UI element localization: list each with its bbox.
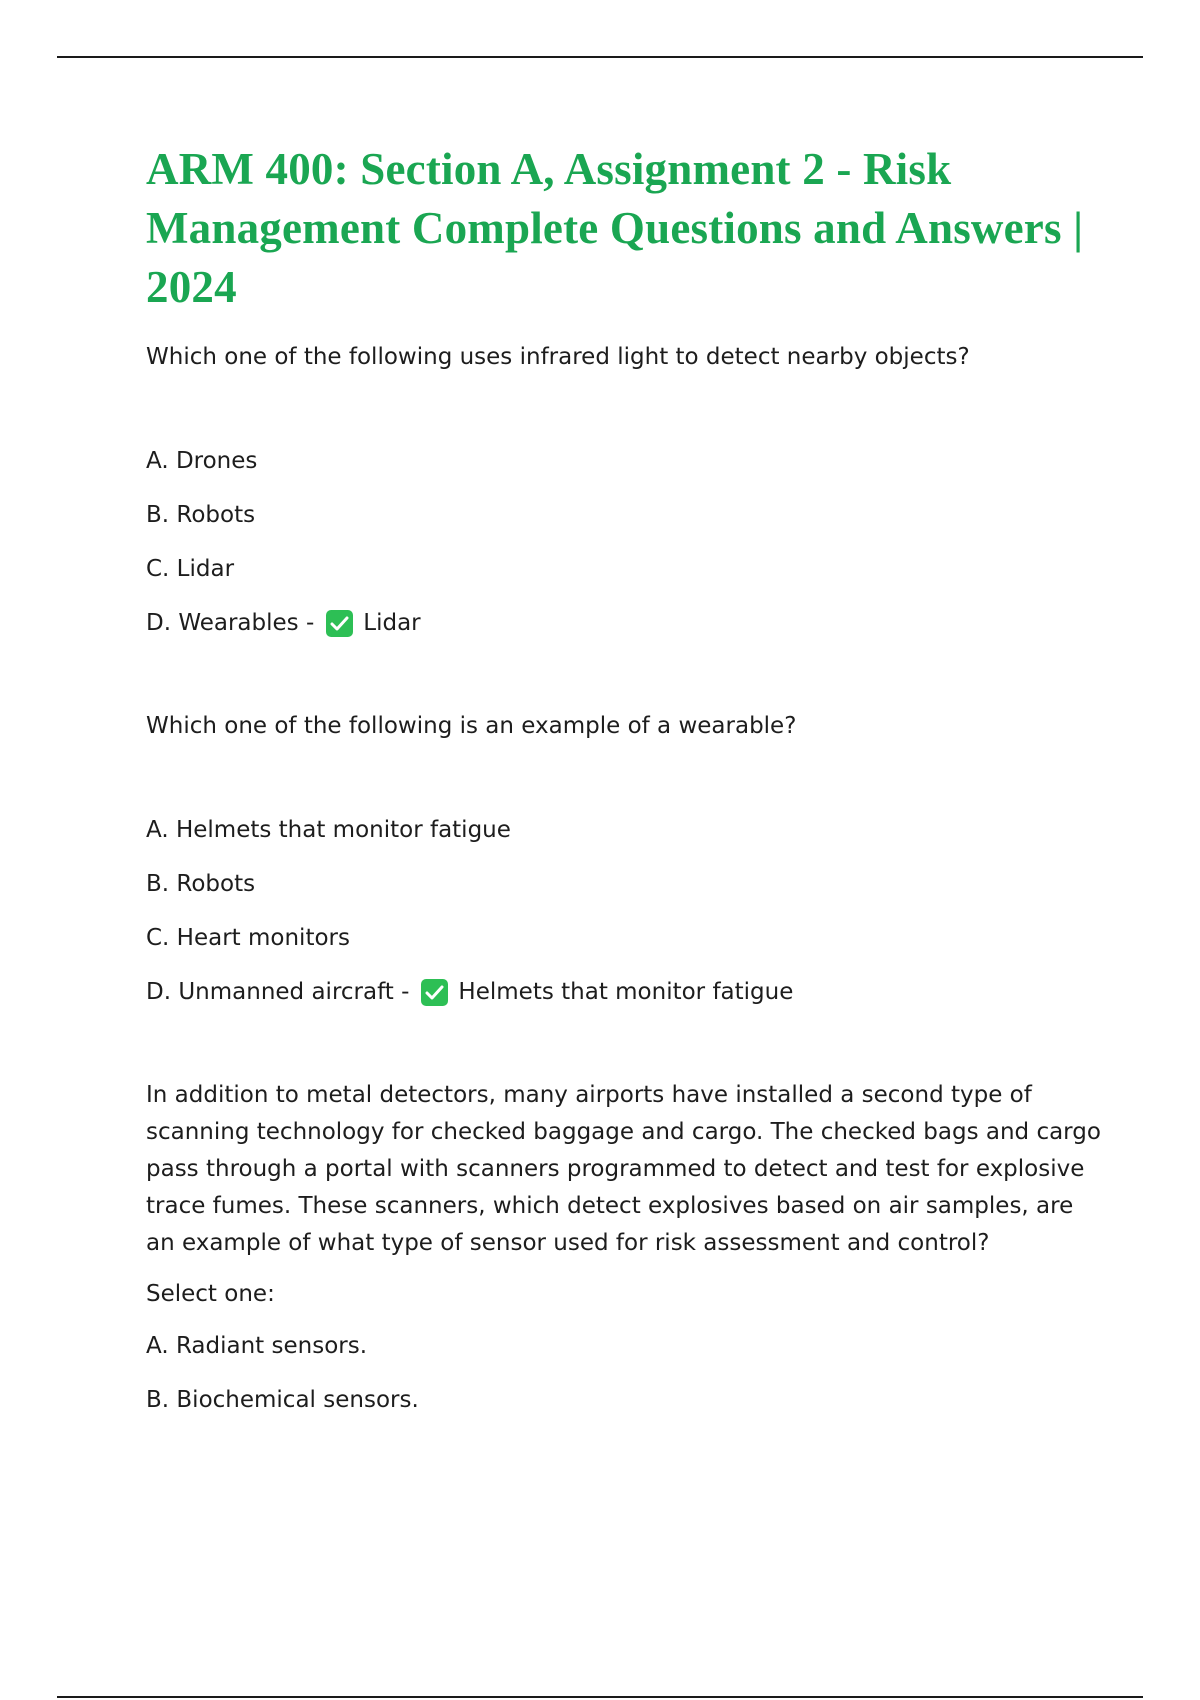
document-title: ARM 400: Section A, Assignment 2 - Risk Management Complete Questions and Answers | 2024 — [146, 144, 1084, 312]
option-item: C. Lidar — [146, 556, 235, 582]
question-block-3 — [146, 1077, 1106, 1415]
answer-text: Lidar — [363, 610, 421, 636]
question-block-1 — [146, 339, 1106, 638]
question-text: Which one of the following uses infrared light to detect nearby objects? — [146, 344, 970, 370]
option-item: C. Heart monitors — [146, 925, 350, 951]
option-item: B. Robots — [146, 502, 256, 528]
question-text: Which one of the following is an example of a wearable? — [146, 713, 797, 739]
option-item-with-answer: D. Unmanned aircraft - Helmets that monitor fatigue — [146, 979, 794, 1005]
option-item: A. Helmets that monitor fatigue — [146, 817, 511, 843]
option-item-with-answer: D. Wearables - Lidar — [146, 610, 421, 636]
option-item: B. Biochemical sensors. — [146, 1387, 419, 1413]
check-mark-icon — [421, 979, 448, 1006]
option-item: A. Drones — [146, 448, 258, 474]
question-block-2 — [146, 708, 1106, 1007]
check-mark-icon — [326, 610, 353, 637]
document-body — [146, 140, 1106, 1439]
question-text: In addition to metal detectors, many airports have installed a second type of scanning technology for checked baggage and cargo. The checked bags and cargo pass through a portal with scanners programmed to detect and test for explosive trace fumes. These scanners, which detect explosives based on air samples, are an example of what type of sensor used for risk assessment and control? — [146, 1082, 1101, 1256]
select-prompt: Select one: — [146, 1281, 275, 1307]
answer-text: Helmets that monitor fatigue — [458, 979, 794, 1005]
top-rule — [57, 56, 1143, 58]
option-item: A. Radiant sensors. — [146, 1333, 368, 1359]
option-item: B. Robots — [146, 871, 256, 897]
bottom-rule — [57, 1696, 1143, 1698]
